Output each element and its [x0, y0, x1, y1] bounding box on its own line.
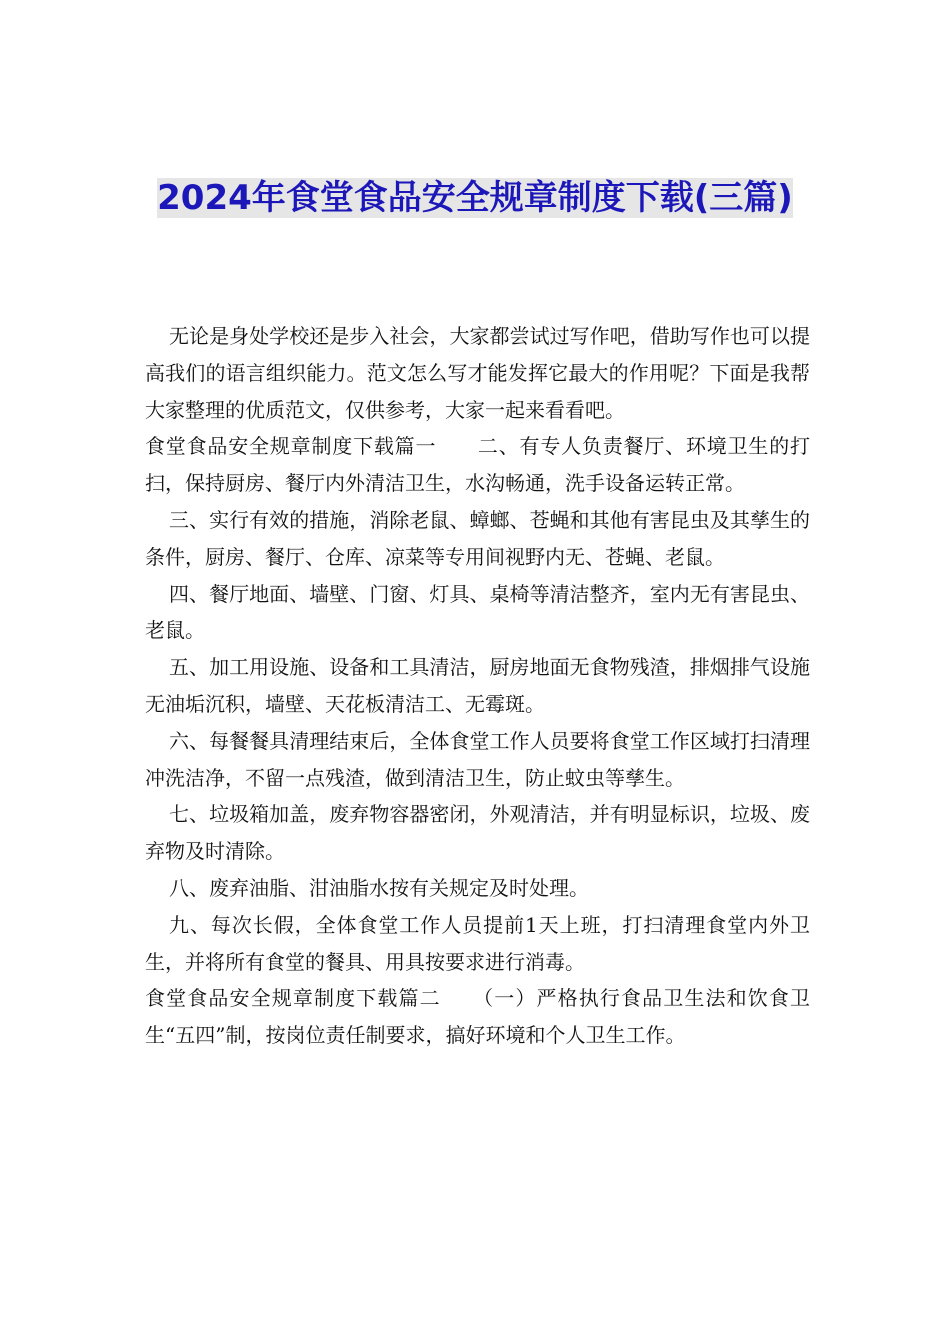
- paragraph-item-3: 三、实行有效的措施，消除老鼠、蟑螂、苍蝇和其他有害昆虫及其孳生的条件，厨房、餐厅、仓库、凉菜等专用间视野内无、苍蝇、老鼠。: [145, 507, 810, 569]
- paragraph-section-one: 食堂食品安全规章制度下载篇一 二、有专人负责餐厅、环境卫生的打扫，保持厨房、餐厅内外清洁卫生，水沟畅通，洗手设备运转正常。: [145, 434, 810, 496]
- paragraph-item-7: 七、垃圾箱加盖，废弃物容器密闭，外观清洁，并有明显标识，垃圾、废弃物及时清除。: [145, 802, 810, 864]
- paragraph-intro: 无论是身处学校还是步入社会，大家都尝试过写作吧，借助写作也可以提高我们的语言组织能力。范文怎么写才能发挥它最大的作用呢？下面是我帮大家整理的优质范文，仅供参考，大家一起来看看吧。: [145, 324, 810, 422]
- paragraph-item-8: 八、废弃油脂、泔油脂水按有关规定及时处理。: [169, 875, 589, 900]
- document-body: [145, 318, 810, 1054]
- paragraph-item-4: 四、餐厅地面、墙壁、门窗、灯具、桌椅等清洁整齐，室内无有害昆虫、老鼠。: [145, 581, 810, 643]
- document-title: 2024年食堂食品安全规章制度下载(三篇): [157, 178, 793, 218]
- paragraph-item-5: 五、加工用设施、设备和工具清洁，厨房地面无食物残渣，排烟排气设施无油垢沉积，墙壁、天花板清洁工、无霉斑。: [145, 655, 810, 716]
- title-block: [150, 172, 800, 224]
- paragraph-item-9: 九、每次长假，全体食堂工作人员提前1天上班，打扫清理食堂内外卫生，并将所有食堂的餐具、用具按要求进行消毒。: [145, 912, 810, 974]
- paragraph-item-6: 六、每餐餐具清理结束后，全体食堂工作人员要将食堂工作区域打扫清理冲洗洁净，不留一点残渣，做到清洁卫生，防止蚊虫等孳生。: [145, 728, 810, 790]
- paragraph-section-two: 食堂食品安全规章制度下载篇二 （一）严格执行食品卫生法和饮食卫生“五四”制，按岗位责任制要求，搞好环境和个人卫生工作。: [145, 986, 810, 1048]
